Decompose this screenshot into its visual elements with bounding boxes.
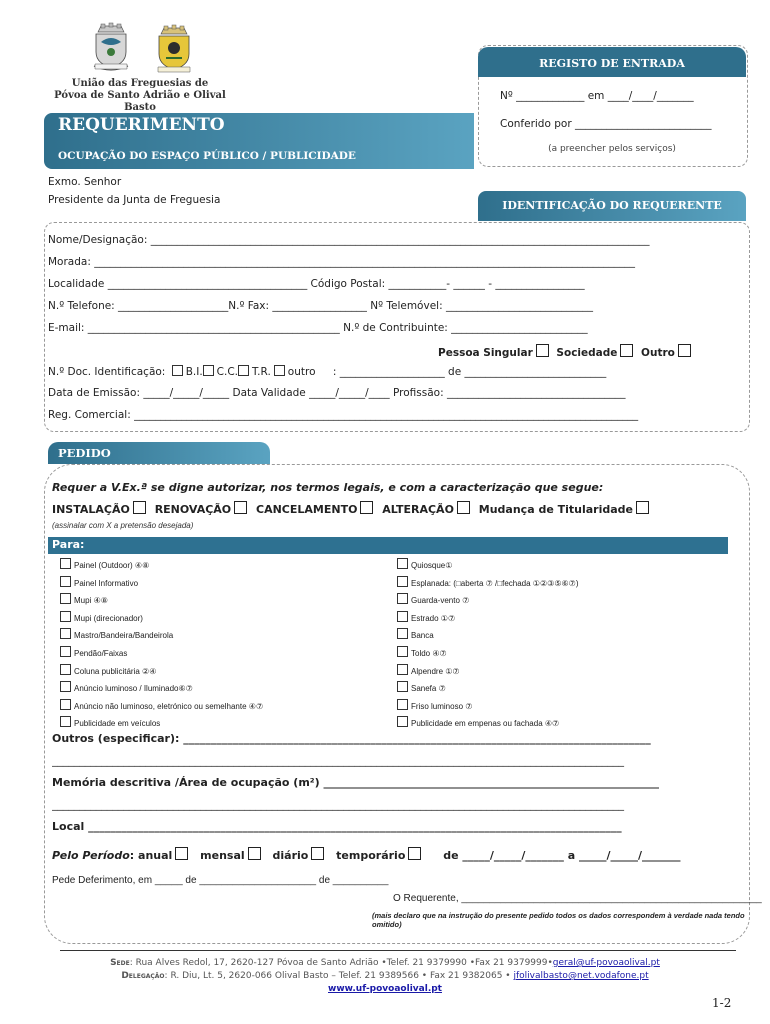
- list-item[interactable]: [397, 663, 727, 681]
- list-item[interactable]: [397, 610, 727, 628]
- declaro-note: (mais declaro que na instrução do presente pedido todos os dados correspondem à verdade nada tendo omitido): [372, 911, 745, 929]
- footer: [40, 957, 730, 996]
- list-item[interactable]: [397, 627, 727, 645]
- item-checkbox[interactable]: [397, 646, 408, 657]
- doc-identificacao-row: [48, 365, 606, 378]
- salutation-line-2: Presidente da Junta de Freguesia: [48, 194, 221, 206]
- item-checkbox[interactable]: [397, 628, 408, 639]
- list-item[interactable]: [60, 557, 390, 575]
- item-checkbox[interactable]: [60, 664, 71, 675]
- page-subtitle: OCUPAÇÃO DO ESPAÇO PÚBLICO / PUBLICIDADE: [58, 150, 356, 162]
- tr-checkbox[interactable]: [238, 365, 249, 376]
- delegacao-email-link[interactable]: jfolivalbasto@net.vodafone.pt: [513, 971, 649, 981]
- list-item[interactable]: [397, 698, 727, 716]
- para-label: Para:: [52, 538, 85, 551]
- list-item[interactable]: [397, 680, 727, 698]
- periodo-mensal-checkbox[interactable]: [248, 847, 261, 860]
- list-item[interactable]: [60, 680, 390, 698]
- sede-text: : Rua Alves Redol, 17, 2620-127 Póvoa de Santo Adrião •Telef. 21 9379990 •Fax 21 9379999•: [129, 958, 553, 968]
- item-checkbox[interactable]: [397, 716, 408, 727]
- coat-of-arms-olival: [152, 24, 196, 76]
- item-label: Friso luminoso ⑦: [411, 701, 473, 711]
- registo-header: [478, 47, 746, 77]
- local-field[interactable]: Local _________________________________________________________________________________________________: [52, 820, 622, 833]
- pedido-options-row: [52, 501, 649, 516]
- footer-divider: [60, 950, 736, 951]
- footer-website-line: [40, 983, 730, 996]
- outros-field[interactable]: Outros (especificar): _____________________________________________________________________________________: [52, 732, 651, 745]
- option-titularidade-label: Mudança de Titularidade: [478, 503, 633, 516]
- telefone-field[interactable]: N.º Telefone: _____________________N.º Fax: __________________ Nº Telemóvel: ____________________________: [48, 300, 593, 312]
- periodo-anual-label: : anual: [129, 849, 173, 862]
- item-label: Publicidade em empenas ou fachada ④⑦: [411, 719, 560, 729]
- conferido-field[interactable]: Conferido por __________________________: [500, 118, 712, 130]
- list-item[interactable]: [60, 645, 390, 663]
- reg-comercial-field[interactable]: Reg. Comercial: ________________________________________________________________________________________________: [48, 409, 639, 421]
- periodo-mensal-label: mensal: [200, 849, 245, 862]
- list-item[interactable]: [60, 663, 390, 681]
- item-label: Pendão/Faixas: [74, 648, 128, 658]
- preencher-note: (a preencher pelos serviços): [548, 144, 676, 154]
- item-checkbox[interactable]: [397, 664, 408, 675]
- sociedade-label: Sociedade: [556, 347, 618, 359]
- item-label: Mupi (direcionador): [74, 613, 143, 623]
- item-checkbox[interactable]: [60, 628, 71, 639]
- morada-field[interactable]: Morada: _______________________________________________________________________________________________________: [48, 256, 635, 268]
- periodo-diario-checkbox[interactable]: [311, 847, 324, 860]
- email-field[interactable]: E-mail: ________________________________________________ N.º de Contribuinte: __________________________: [48, 322, 588, 334]
- memoria-field[interactable]: Memória descritiva /Área de ocupação (m²) _____________________________________________________________: [52, 776, 659, 789]
- doc-prefix-label: N.º Doc. Identificação:: [48, 366, 166, 378]
- list-item[interactable]: [397, 557, 727, 575]
- item-label: Mupi ④⑧: [74, 596, 108, 606]
- periodo-temporario-label: temporário: [336, 849, 406, 862]
- org-name: [40, 78, 240, 114]
- list-item[interactable]: [60, 698, 390, 716]
- list-item[interactable]: [397, 575, 727, 593]
- list-item[interactable]: [397, 645, 727, 663]
- pessoa-singular-checkbox[interactable]: [536, 344, 549, 357]
- item-label: Anúncio luminoso / Iluminado⑥⑦: [74, 684, 193, 694]
- periodo-anual-checkbox[interactable]: [175, 847, 188, 860]
- sociedade-checkbox[interactable]: [620, 344, 633, 357]
- pessoa-singular-label: Pessoa Singular: [438, 347, 533, 359]
- pedido-intro: Requer a V.Ex.ª se digne autorizar, nos termos legais, e com a caracterização que segue:: [52, 481, 604, 494]
- option-instalacao-checkbox[interactable]: [133, 501, 146, 514]
- delegacao-text: : R. Diu, Lt. 5, 2620-066 Olival Basto – Telef. 21 9389566 • Fax 21 9382065 •: [164, 971, 514, 981]
- item-checkbox[interactable]: [397, 558, 408, 569]
- registo-title: REGISTO DE ENTRADA: [539, 57, 685, 70]
- deferimento-field[interactable]: Pede Deferimento, em _____ de _____________________ de __________: [52, 875, 389, 886]
- item-checkbox[interactable]: [60, 681, 71, 692]
- doc-outro-checkbox[interactable]: [274, 365, 285, 376]
- requerente-field[interactable]: O Requerente, ______________________________________________________: [393, 893, 762, 904]
- item-checkbox[interactable]: [60, 646, 71, 657]
- item-checkbox[interactable]: [60, 576, 71, 587]
- item-label: Publicidade em veículos: [74, 719, 161, 729]
- periodo-datas-field[interactable]: de _____/_____/_______ a _____/_____/_______: [443, 849, 681, 862]
- periodo-row: [52, 847, 681, 862]
- periodo-label: Pelo Período: [52, 849, 130, 862]
- sede-label: Sede: [110, 958, 130, 968]
- sede-email-link[interactable]: geral@uf-povoaolival.pt: [552, 958, 660, 968]
- item-checkbox[interactable]: [397, 576, 408, 587]
- list-item[interactable]: [60, 610, 390, 628]
- item-checkbox[interactable]: [60, 593, 71, 604]
- list-item[interactable]: [60, 627, 390, 645]
- localidade-field[interactable]: Localidade ______________________________________ Código Postal: ___________- ______ - _________________: [48, 278, 585, 290]
- item-checkbox[interactable]: [60, 699, 71, 710]
- item-checkbox[interactable]: [397, 699, 408, 710]
- item-label: Painel (Outdoor) ④⑧: [74, 561, 150, 570]
- coat-of-arms-povoa: [88, 22, 134, 76]
- page-number: 1-2: [712, 996, 732, 1010]
- datas-field[interactable]: Data de Emissão: _____/_____/_____ Data Validade _____/_____/____ Profissão: __________________________________: [48, 387, 626, 399]
- cc-checkbox[interactable]: [203, 365, 214, 376]
- item-label: Esplanada: (□aberta ⑦ /□fechada ①②③⑤⑥⑦): [411, 578, 579, 588]
- left-items-list: [60, 557, 390, 733]
- item-label: Painel Informativo: [74, 578, 139, 588]
- nome-field[interactable]: Nome/Designação: _______________________________________________________________________________________________: [48, 234, 650, 246]
- identificacao-header: [478, 191, 746, 221]
- footer-sede-line: [40, 957, 730, 970]
- option-renovacao-label: RENOVAÇÃO: [154, 503, 232, 516]
- item-checkbox[interactable]: [397, 611, 408, 622]
- list-item[interactable]: [397, 592, 727, 610]
- item-label: Guarda-vento ⑦: [411, 596, 470, 606]
- item-label: Anúncio não luminoso, eletrónico ou semelhante ④⑦: [74, 701, 264, 711]
- org-line-2: Póvoa de Santo Adrião e Olival Basto: [54, 90, 226, 113]
- memoria-line-2[interactable]: ________________________________________________________________________________________________________: [52, 798, 624, 811]
- list-item[interactable]: [60, 592, 390, 610]
- tr-label: T.R.: [252, 366, 271, 378]
- item-checkbox[interactable]: [397, 681, 408, 692]
- pessoa-type-row: [438, 344, 691, 359]
- item-label: Estrado ①⑦: [411, 613, 456, 623]
- item-label: Banca: [411, 631, 434, 641]
- option-titularidade-checkbox[interactable]: [636, 501, 649, 514]
- item-label: Mastro/Bandeira/Bandeirola: [74, 631, 174, 641]
- option-alteracao-checkbox[interactable]: [457, 501, 470, 514]
- periodo-temporario-checkbox[interactable]: [408, 847, 421, 860]
- cc-label: C.C.: [216, 366, 239, 378]
- list-item[interactable]: [397, 715, 727, 733]
- option-renovacao-checkbox[interactable]: [234, 501, 247, 514]
- item-checkbox[interactable]: [60, 558, 71, 569]
- bi-label: B.I.: [185, 366, 203, 378]
- list-item[interactable]: [60, 575, 390, 593]
- identificacao-title: IDENTIFICAÇÃO DO REQUERENTE: [502, 199, 722, 212]
- item-label: Alpendre ①⑦: [411, 666, 460, 676]
- bi-checkbox[interactable]: [172, 365, 183, 376]
- outro-label: Outro: [641, 347, 675, 359]
- item-label: Toldo ④⑦: [411, 648, 447, 658]
- outros-line-2[interactable]: ________________________________________________________________________________________________________: [52, 754, 624, 767]
- item-label: Quiosque①: [411, 561, 453, 570]
- right-items-list: [397, 557, 727, 733]
- list-item[interactable]: [60, 715, 390, 733]
- item-checkbox[interactable]: [60, 716, 71, 727]
- item-label: Sanefa ⑦: [411, 684, 446, 694]
- item-label: Coluna publicitária ②④: [74, 666, 157, 676]
- item-checkbox[interactable]: [60, 611, 71, 622]
- page-title: REQUERIMENTO: [58, 115, 225, 135]
- periodo-diario-label: diário: [272, 849, 309, 862]
- outro-checkbox[interactable]: [678, 344, 691, 357]
- doc-outro-label: outro: [287, 366, 316, 378]
- footer-delegacao-line: [40, 970, 730, 983]
- salutation-line-1: Exmo. Senhor: [48, 176, 122, 188]
- registo-number-field[interactable]: Nº _____________ em ____/____/_______: [500, 90, 694, 102]
- option-alteracao-label: ALTERAÇÃO: [382, 503, 454, 516]
- website-link[interactable]: www.uf-povoaolival.pt: [328, 984, 442, 994]
- para-bar: [48, 537, 728, 554]
- item-checkbox[interactable]: [397, 593, 408, 604]
- org-line-1: União das Freguesias de: [71, 78, 209, 89]
- assinalar-note: (assinalar com X a pretensão desejada): [52, 521, 194, 530]
- option-cancelamento-label: CANCELAMENTO: [256, 503, 358, 516]
- doc-number-field[interactable]: : ____________________ de ___________________________: [332, 366, 607, 378]
- delegacao-label: Delegação: [121, 971, 165, 981]
- option-instalacao-label: INSTALAÇÃO: [52, 503, 130, 516]
- option-cancelamento-checkbox[interactable]: [360, 501, 373, 514]
- pedido-title: PEDIDO: [58, 446, 111, 460]
